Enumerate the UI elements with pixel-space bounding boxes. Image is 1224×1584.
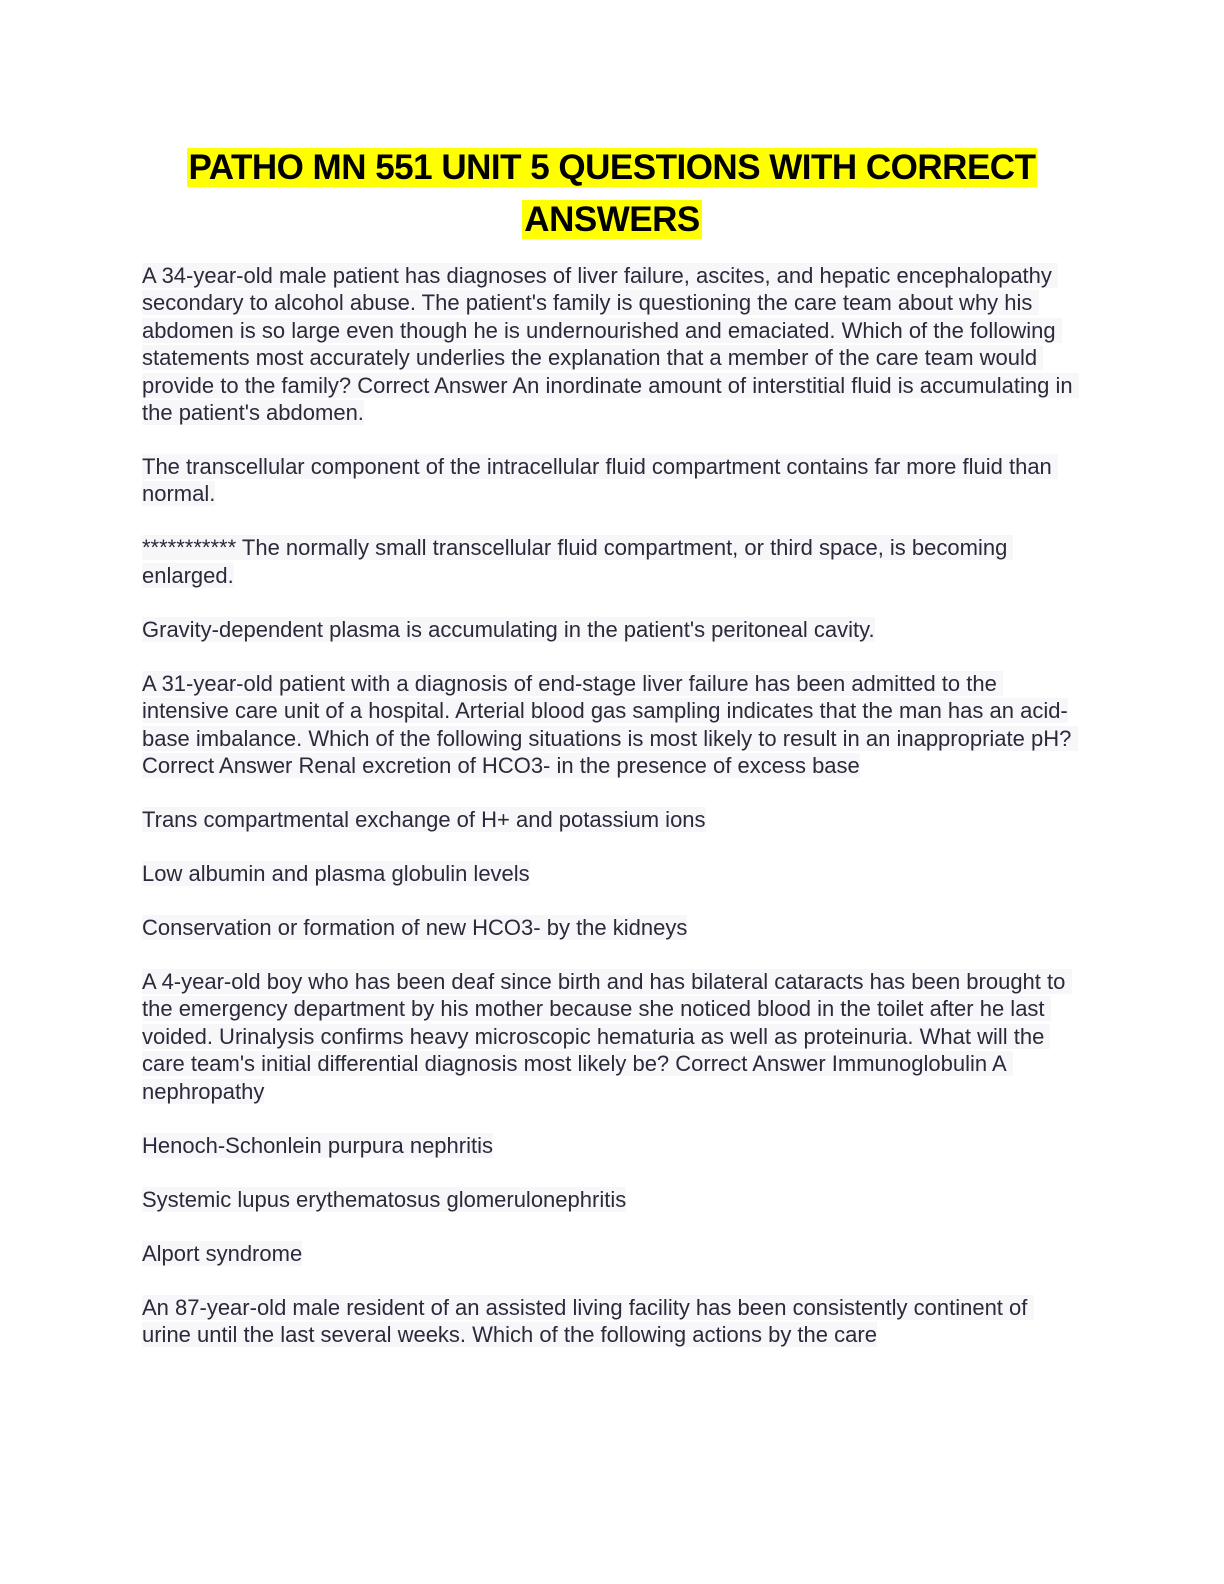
question-4-stem: An 87-year-old male resident of an assisted living facility has been consistently continent of urine until the last several weeks. Which of the following actions by the care (142, 1294, 1034, 1348)
question-1-option: The transcellular component of the intracellular fluid compartment contains far more fluid than normal. (142, 454, 1058, 507)
title-line-2: ANSWERS (524, 200, 700, 239)
question-3-stem: A 4-year-old boy who has been deaf since birth and has bilateral cataracts has been brought to the emergency department by his mother because she noticed blood in the toilet after he last voided. Urinalysis confirms heavy microscopic hematuria as well as proteinuria. What will the care team's initial differential diagnosis most likely be? Correct Answer Immunoglobulin A nephropathy (142, 969, 1072, 1104)
question-2-option: Trans compartmental exchange of H+ and potassium ions (142, 807, 706, 833)
question-1-option: Gravity-dependent plasma is accumulating in the patient's peritoneal cavity. (142, 616, 875, 642)
question-2-stem: A 31-year-old patient with a diagnosis of end-stage liver failure has been admitted to the intensive care unit of a hospital. Arterial blood gas sampling indicates that the man has an acid-base imbalance. Which of the following situations is most likely to result in an inappropriate pH? Correct Answer Renal excretion of HCO3- in the presence of excess base (142, 670, 1078, 779)
question-2-option: Low albumin and plasma globulin levels (142, 861, 530, 887)
document-title (0, 142, 1224, 246)
question-3-option: Henoch-Schonlein purpura nephritis (142, 1132, 493, 1158)
question-3-option: Systemic lupus erythematosus glomerulonephritis (142, 1186, 627, 1212)
question-1-stem: A 34-year-old male patient has diagnoses of liver failure, ascites, and hepatic encephalopathy secondary to alcohol abuse. The patient's family is questioning the care team about why his abdomen is so large even though he is undernourished and emaciated. Which of the following statements most accurately underlies the explanation that a member of the care team would provide to the family? Correct Answer An inordinate amount of interstitial fluid is accumulating in the patient's abdomen. (142, 263, 1079, 426)
document-body (142, 262, 1082, 1375)
title-line-1: PATHO MN 551 UNIT 5 QUESTIONS WITH CORRECT (188, 148, 1036, 187)
question-1-option: *********** The normally small transcellular fluid compartment, or third space, is becoming enlarged. (142, 535, 1014, 588)
question-2-option: Conservation or formation of new HCO3- by the kidneys (142, 915, 688, 941)
question-3-option: Alport syndrome (142, 1240, 303, 1266)
